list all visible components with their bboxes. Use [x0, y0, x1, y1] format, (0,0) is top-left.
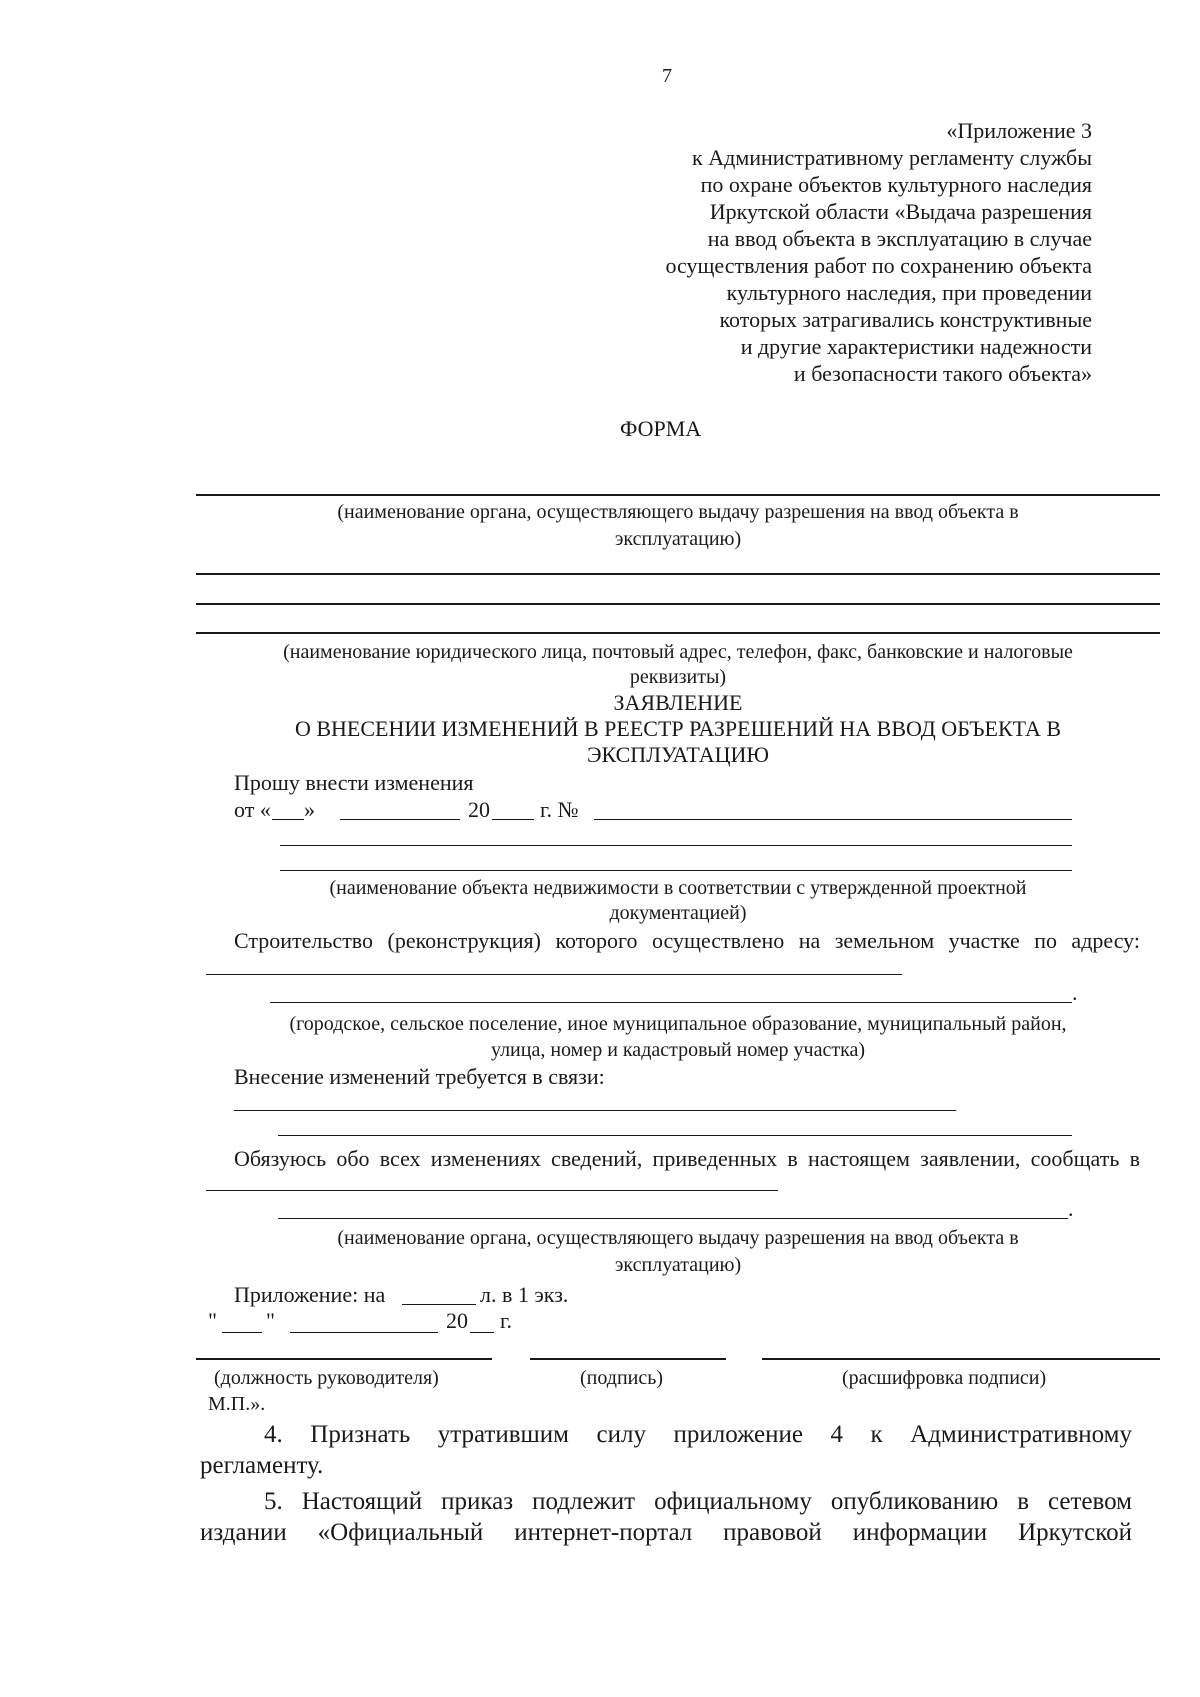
request-text: Прошу внести изменения: [234, 770, 474, 795]
sign-caption: (подпись): [580, 1367, 664, 1389]
construction-text: Строительство (реконструкция) которого осуществлено на земельном участке по адресу:: [234, 928, 1140, 953]
applicant-field-line[interactable]: [196, 632, 1160, 634]
appendix-line: Иркутской области «Выдача разрешения: [709, 199, 1092, 224]
date2-year-field[interactable]: [470, 1332, 494, 1333]
number-label: г. №: [540, 797, 579, 822]
obligation-field-line[interactable]: [278, 1218, 1068, 1219]
position-caption: (должность руководителя): [214, 1367, 439, 1389]
statement-title: ЗАЯВЛЕНИЕ: [613, 690, 743, 715]
attachment-pages-field[interactable]: [402, 1304, 476, 1305]
appendix-line: которых затрагивались конструктивные: [719, 307, 1092, 332]
quote-open: ": [208, 1308, 217, 1333]
obligation-text: Обязуюсь обо всех изменениях сведений, приведенных в настоящем заявлении, сообщать в: [234, 1146, 1140, 1171]
date-close-quote: »: [304, 797, 315, 822]
reason-field-line[interactable]: [278, 1135, 1072, 1136]
applicant-field-line[interactable]: [196, 573, 1160, 575]
obligation-field-line[interactable]: [206, 1190, 778, 1191]
property-caption: документацией): [609, 902, 747, 924]
property-field-line[interactable]: [280, 870, 1072, 871]
authority-field-line[interactable]: [196, 494, 1160, 496]
reason-text: Внесение изменений требуется в связи:: [234, 1064, 605, 1089]
statement-subtitle: ЭКСПЛУАТАЦИЮ: [586, 742, 770, 767]
period: .: [1072, 980, 1078, 1005]
address-field-line[interactable]: [270, 1002, 1072, 1003]
point-4-continuation: регламенту.: [200, 1452, 324, 1479]
statement-subtitle: О ВНЕСЕНИИ ИЗМЕНЕНИЙ В РЕЕСТР РАЗРЕШЕНИЙ НА ВВОД ОБЪЕКТА В: [294, 716, 1062, 741]
stamp-label: М.П.».: [208, 1393, 266, 1415]
year2-prefix: 20: [446, 1308, 468, 1333]
legal-entity-caption: реквизиты): [629, 666, 727, 688]
appendix-line: культурного наследия, при проведении: [726, 280, 1092, 305]
point-5: 5. Настоящий приказ подлежит официальному опубликованию в сетевом: [264, 1488, 1132, 1515]
date-from-label: от «: [234, 797, 271, 822]
reason-field-line[interactable]: [234, 1110, 956, 1111]
quote-close: ": [266, 1308, 275, 1333]
appendix-line: к Административному регламенту службы: [692, 145, 1092, 170]
appendix-line: «Приложение 3: [946, 118, 1092, 143]
authority-caption: эксплуатацию): [614, 528, 742, 550]
date2-month-field[interactable]: [290, 1332, 438, 1333]
year2-suffix: г.: [500, 1308, 513, 1333]
month-field[interactable]: [340, 819, 460, 820]
period: .: [1068, 1196, 1074, 1221]
date2-day-field[interactable]: [222, 1332, 262, 1333]
appendix-line: по охране объектов культурного наследия: [700, 172, 1092, 197]
form-label: ФОРМА: [620, 416, 702, 441]
applicant-field-line[interactable]: [196, 603, 1160, 605]
appendix-line: осуществления работ по сохранению объекта: [665, 253, 1092, 278]
authority-caption: (наименование органа, осуществляющего выдачу разрешения на ввод объекта в: [337, 501, 1019, 523]
appendix-line: и другие характеристики надежности: [740, 334, 1092, 359]
sign-signature-line[interactable]: [530, 1358, 726, 1360]
decode-caption: (расшифровка подписи): [842, 1367, 1047, 1389]
year-field[interactable]: [492, 819, 534, 820]
address-caption: улица, номер и кадастровый номер участка): [490, 1039, 866, 1061]
property-field-line[interactable]: [280, 845, 1072, 846]
attachment-label: Приложение: на: [234, 1282, 386, 1307]
page-number: 7: [662, 65, 672, 87]
authority2-caption: эксплуатацию): [614, 1254, 742, 1276]
point-4: 4. Признать утратившим силу приложение 4 к Административному: [264, 1421, 1132, 1448]
attachment-suffix: л. в 1 экз.: [480, 1282, 569, 1307]
number-field[interactable]: [594, 819, 1072, 820]
legal-entity-caption: (наименование юридического лица, почтовый адрес, телефон, факс, банковские и налоговые: [283, 641, 1073, 663]
authority2-caption: (наименование органа, осуществляющего выдачу разрешения на ввод объекта в: [337, 1227, 1019, 1249]
day-field[interactable]: [272, 819, 304, 820]
property-caption: (наименование объекта недвижимости в соответствии с утвержденной проектной: [329, 877, 1027, 899]
decode-signature-line[interactable]: [762, 1358, 1160, 1360]
position-signature-line[interactable]: [196, 1358, 492, 1360]
point-5-continuation: издании «Официальный интернет-портал правовой информации Иркутской: [200, 1519, 1132, 1546]
address-caption: (городское, сельское поселение, иное муниципальное образование, муниципальный район,: [289, 1013, 1067, 1035]
year-prefix: 20: [468, 797, 490, 822]
appendix-line: на ввод объекта в эксплуатацию в случае: [707, 226, 1092, 251]
address-field-line[interactable]: [206, 974, 902, 975]
appendix-line: и безопасности такого объекта»: [793, 361, 1092, 386]
